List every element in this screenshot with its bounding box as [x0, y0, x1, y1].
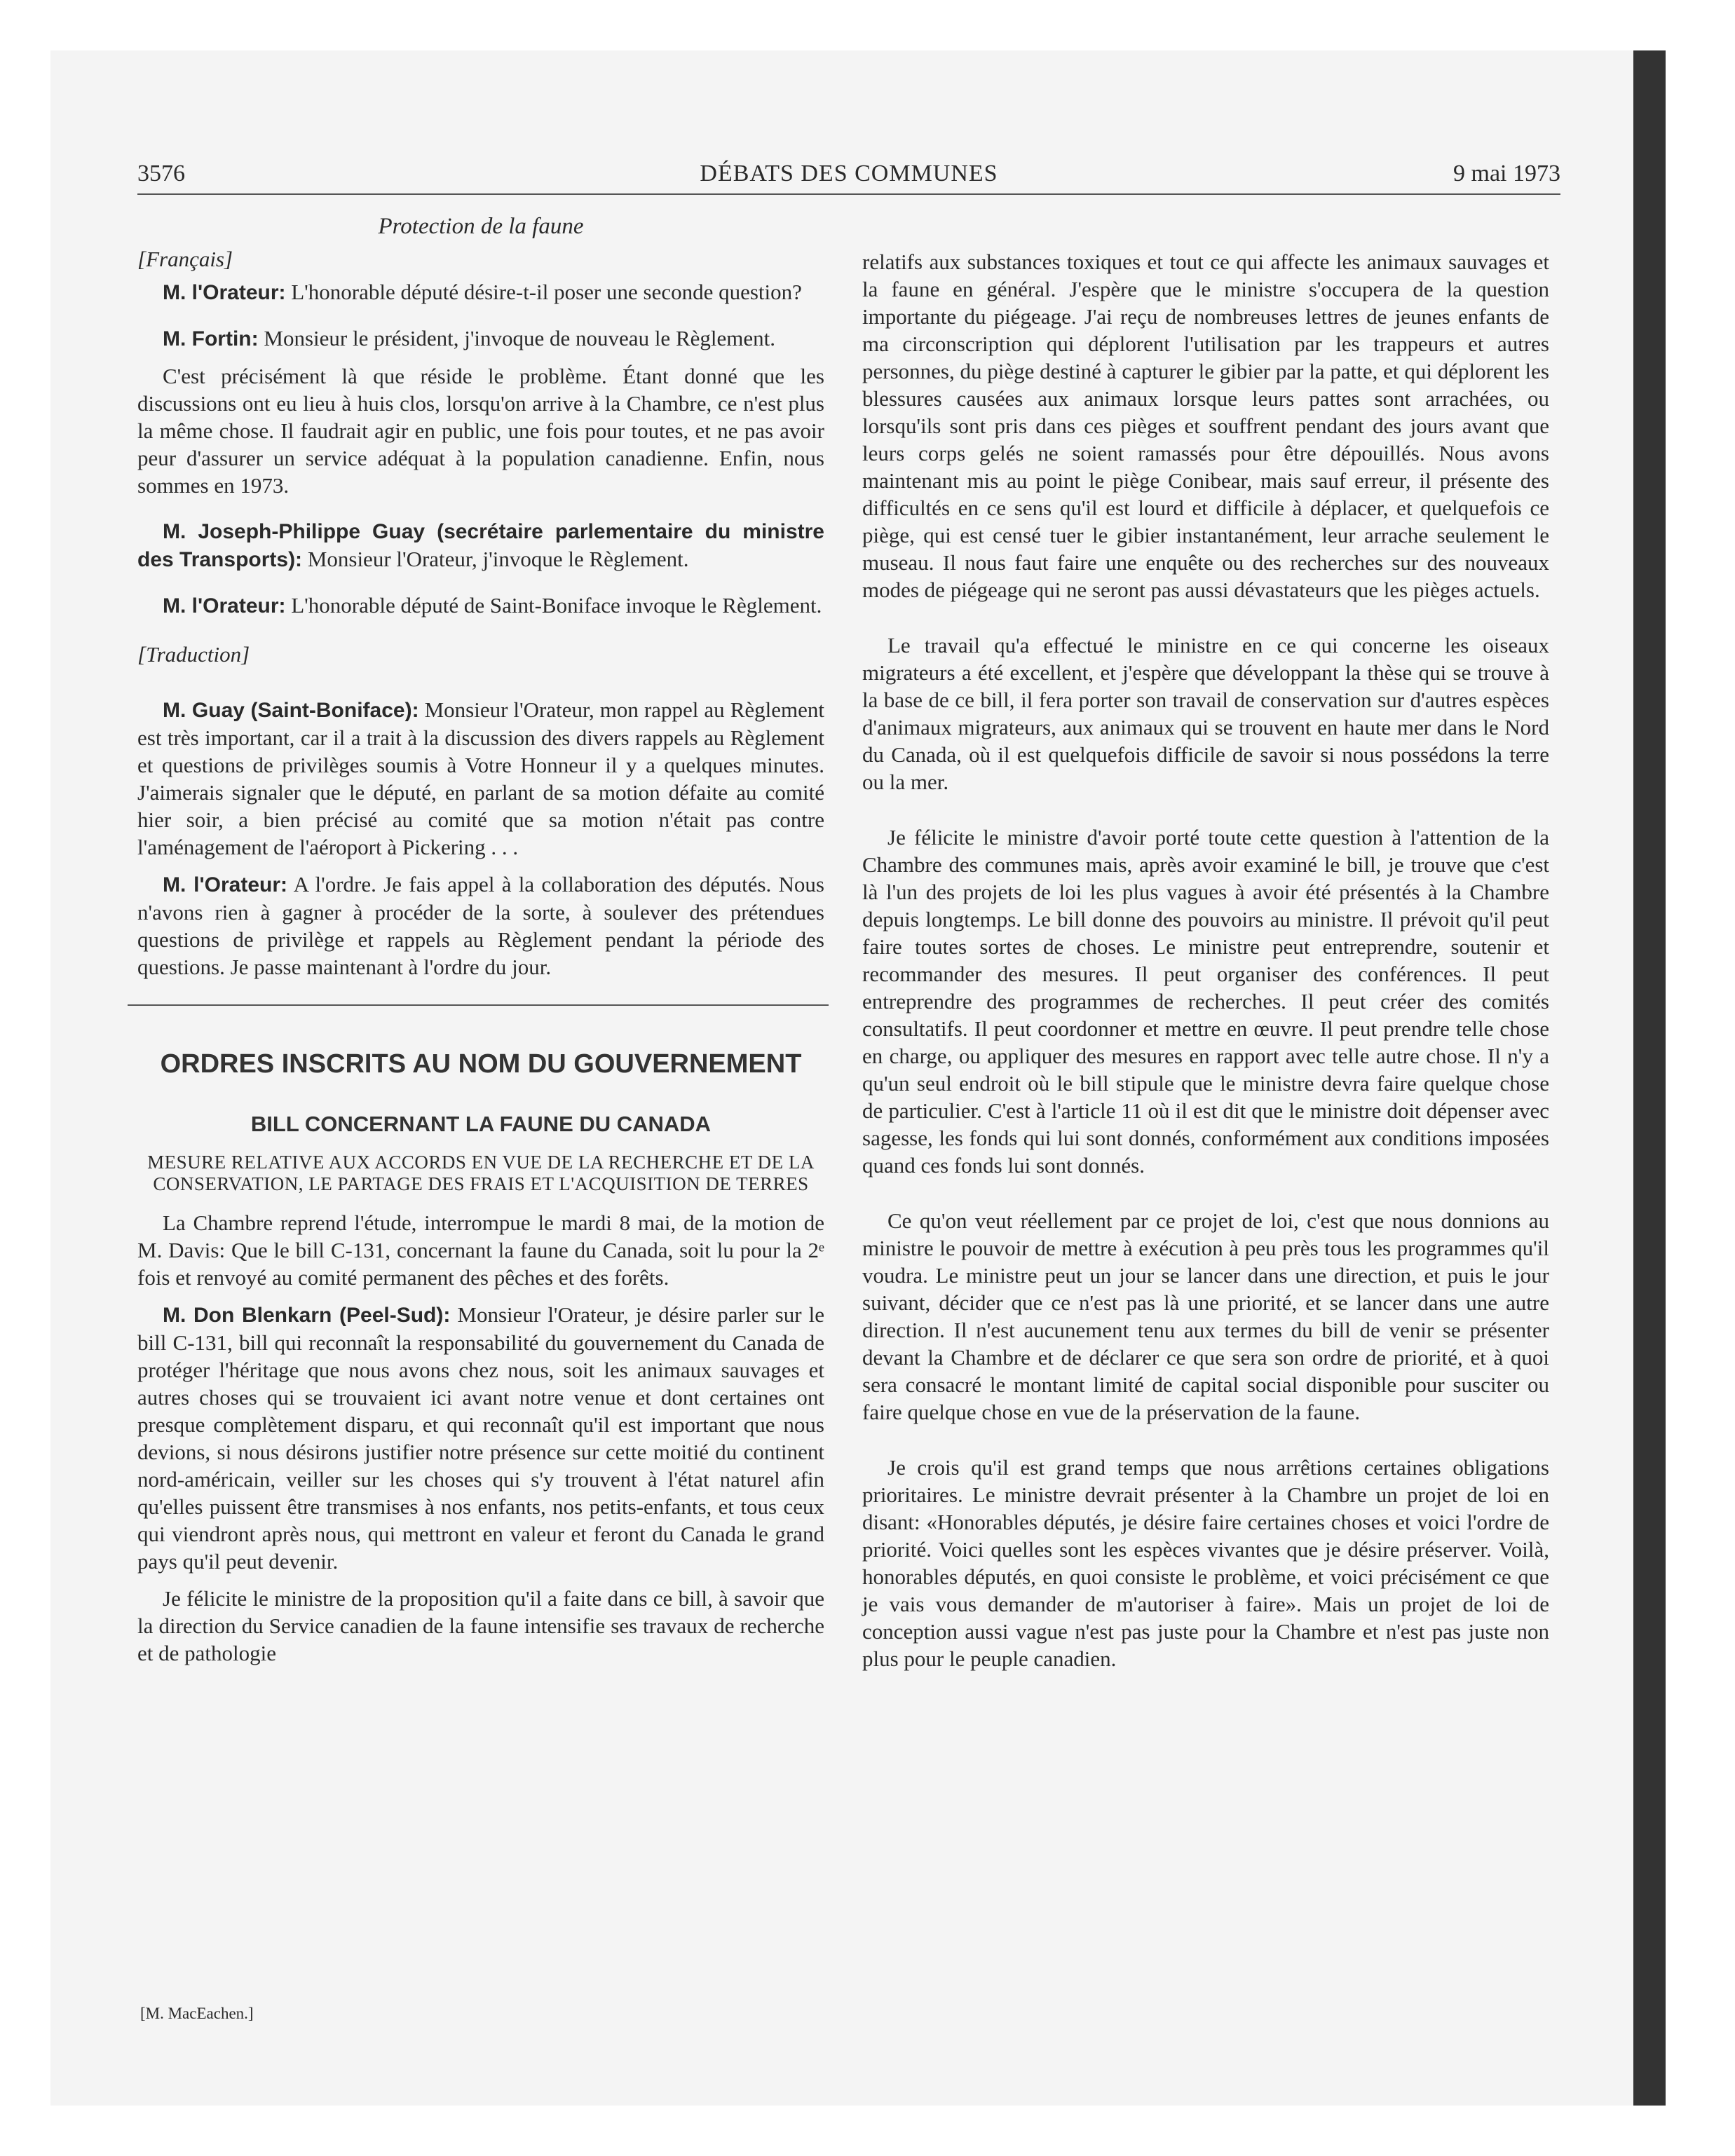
footer-note: [M. MacEachen.]	[140, 2005, 254, 2022]
paragraph	[137, 278, 824, 306]
speech-text: Monsieur l'Orateur, je désire parler sur le bill C-131, bill qui reconnaît la responsabilité du gouvernement du Canada de protéger l'héritage que nous avons chez nous, soit les animaux sauvages et autres choses qui se trouvaient ici avant notre venue et dont certaines ont presque complètement disparu, et qui reconnaît qu'il est important que nous devions, si nous désirons justifier notre présence sur cette moitié du continent nord-américain, veiller sur les choses qui s'y trouvent à l'état naturel afin qu'elles puissent être transmises à nos enfants, nos petits-enfants, et tous ceux qui viendront après nous, qui mettront en valeur et feront du Canada le grand pays qu'il peut devenir.	[137, 1302, 825, 1574]
speaker-name: M. l'Orateur:	[163, 594, 286, 618]
header-rule	[137, 193, 1560, 195]
speech-text: L'honorable député désire-t-il poser une seconde question?	[285, 280, 802, 304]
page-date: 9 mai 1973	[1453, 161, 1560, 186]
speech-text: A l'ordre. Je fais appel à la collaboration des députés. Nous n'avons rien à gagner à procéder de la sorte, à soulever des prétendues questions de privilège et rappels au Règlement pendant la période des questions. Je passe maintenant à l'ordre du jour.	[137, 872, 824, 979]
speaker-name: M. Guay (Saint-Boniface):	[163, 699, 419, 722]
paragraph: Je félicite le ministre de la proposition qu'il a faite dans ce bill, à savoir que la direction du Service canadien de la faune intensifie ses travaux de recherche et de pathologie	[137, 1586, 824, 1665]
paragraph: Le travail qu'a effectué le ministre en ce qui concerne les oiseaux migrateurs a été excellent, et j'espère que développant la thèse qui se trouve à la base de ce bill, il fera porter son travail de conservation sur d'autres espèces d'animaux migrateurs, aux animaux qui se trouvent en haute mer dans le Nord du Canada, où il est quelquefois difficile de savoir si nous possédons la terre ou la mer.	[862, 633, 1549, 794]
paragraph	[137, 517, 824, 573]
speaker-name: M. Don Blenkarn (Peel-Sud):	[163, 1304, 451, 1327]
paragraph: C'est précisément là que réside le problème. Étant donné que les discussions ont eu lieu à huis clos, lorsqu'on arrive à la Chambre, ce n'est plus la même chose. Il faudrait agir en public, une fois pour toutes, et ne pas avoir peur d'assurer un service adéquat à la population canadienne. Enfin, nous sommes en 1973.	[137, 364, 824, 498]
speech-text: L'honorable député de Saint-Boniface invoque le Règlement.	[285, 593, 822, 618]
speech-text: Monsieur l'Orateur, mon rappel au Règlement est très important, car il a trait à la discussion des divers rappels au Règlement et questions de privilèges soumis à Votre Honneur il y a quelques minutes. J'aimerais signaler que le député, en parlant de sa motion défaite au comité hier soir, a bien précisé au comité que sa motion n'était pas contre l'aménagement de l'aéroport à Pickering . . .	[137, 697, 824, 859]
left-column	[137, 245, 824, 1677]
paragraph	[137, 592, 824, 620]
paragraph: relatifs aux substances toxiques et tout ce qui affecte les animaux sauvages et la faune en général. J'espère que le ministre s'occupera de la question importante du piégeage. J'ai reçu de nombreuses lettres de jeunes enfants de ma circonscription qui déplorent l'utilisation par les trappeurs et autres personnes, du piège destiné à capturer le gibier par la patte, et qui déplorent les blessures causées aux animaux lorsque leurs pattes sont arrachées, ou lorsqu'ils sont pris dans ces pièges et souffrent pendant des jours avant que leurs corps gelés ne soient ramassés pour être dépouillés. Nous avons maintenant mis au point le piège Conibear, mais sauf erreur, il présente des difficultés en ce sens qu'il est lourd et difficile à déplacer, et quelquefois ce piège, qui est censé tuer le gibier instantanément, leur arrache seulement le museau. Il nous faut faire une enquête ou des recherches sur des nouveaux modes de piégeage qui ne seront pas aussi dévastateurs que les pièges actuels.	[862, 250, 1549, 602]
language-tag: [Français]	[137, 247, 233, 271]
scan-edge-bar	[1633, 50, 1666, 2106]
paragraph: La Chambre reprend l'étude, interrompue le mardi 8 mai, de la motion de M. Davis: Que le bill C-131, concernant la faune du Canada, soit lu pour la 2ᵉ fois et renvoyé au comité permanent des pêches et des forêts.	[137, 1210, 824, 1290]
running-title: Protection de la faune	[378, 214, 584, 239]
speaker-name: M. l'Orateur:	[163, 281, 286, 304]
paragraph: Je félicite le ministre d'avoir porté toute cette question à l'attention de la Chambre des communes mais, après avoir examiné le bill, je trouve que c'est là l'un des projets de loi les plus vagues à avoir été présentés à la Chambre depuis longtemps. Le bill donne des pouvoirs au ministre. Il prévoit qu'il peut faire toutes sortes de choses. Le ministre peut entreprendre, soutenir et recommander des mesures. Il peut organiser des conférences. Il peut entreprendre des programmes de recherches. Il peut créer des comités consultatifs. Il peut coordonner et mettre en œuvre. Il peut prendre telle chose en charge, ou appliquer des mesures en rapport avec telle autre chose. Il n'y a qu'un seul endroit où le bill stipule que le ministre devra faire quelque chose de particulier. C'est à l'article 11 où il est dit que le ministre doit dépenser avec sagesse, les fonds qui lui sont donnés, conformément aux conditions imposées quand ces fonds lui sont donnés.	[862, 825, 1549, 1178]
bill-heading: BILL CONCERNANT LA FAUNE DU CANADA	[250, 1112, 712, 1136]
speech-text: Monsieur l'Orateur, j'invoque le Règlement.	[302, 547, 689, 571]
paragraph: Ce qu'on veut réellement par ce projet de loi, c'est que nous donnions au ministre le pouvoir de mettre à exécution à peu près tous les programmes qu'il voudra. Le ministre peut un jour se lancer dans une direction, et puis le jour suivant, décider que ce n'est pas là une priorité, et se lancer dans une autre direction. Il n'est aucunement tenu aux termes du bill de venir se présenter devant la Chambre et de déclarer ce que sera son ordre de priorité, et à quoi sera consacré le montant limité de capital social disponible pour susciter ou faire quelque chose en vue de la préservation de la faune.	[862, 1208, 1549, 1424]
publication-title: DÉBATS DES COMMUNES	[700, 161, 998, 186]
paragraph	[137, 871, 824, 981]
speaker-name: M. l'Orateur:	[163, 873, 288, 896]
paragraph	[137, 1301, 824, 1575]
page-header	[137, 160, 1560, 196]
section-rule	[128, 1004, 829, 1006]
paragraph	[137, 325, 824, 353]
paragraph: Je crois qu'il est grand temps que nous arrêtions certaines obligations prioritaires. Le ministre devrait présenter à la Chambre un projet de loi en disant: «Honorables députés, je désire faire certaines choses et voici l'ordre de priorité. Voici quelles sont les espèces vivantes que je désire préserver. Voilà, honorables députés, en quoi consiste le problème, et voici précisément ce que je vais vous demander de m'autoriser à faire». Mais un projet de loi de conception aussi vague n'est pas juste pour la Chambre et n'est pas juste non plus pour le peuple canadien.	[862, 1455, 1549, 1671]
speaker-name: M. Joseph-Philippe Guay (secrétaire parlementaire du ministre des Transports):	[137, 520, 824, 571]
section-heading: ORDRES INSCRITS AU NOM DU GOUVERNEMENT	[160, 1049, 802, 1079]
right-column	[862, 248, 1549, 1682]
speech-text: Monsieur le président, j'invoque de nouveau le Règlement.	[258, 326, 775, 350]
language-tag: [Traduction]	[137, 642, 250, 667]
speaker-name: M. Fortin:	[163, 327, 259, 350]
page-number: 3576	[137, 161, 185, 186]
bill-subheading: MESURE RELATIVE AUX ACCORDS EN VUE DE LA RECHERCHE ET DE LA CONSERVATION, LE PARTAGE DES FRAIS ET L'ACQUISITION DE TERRES	[147, 1152, 815, 1194]
paragraph	[137, 696, 824, 861]
